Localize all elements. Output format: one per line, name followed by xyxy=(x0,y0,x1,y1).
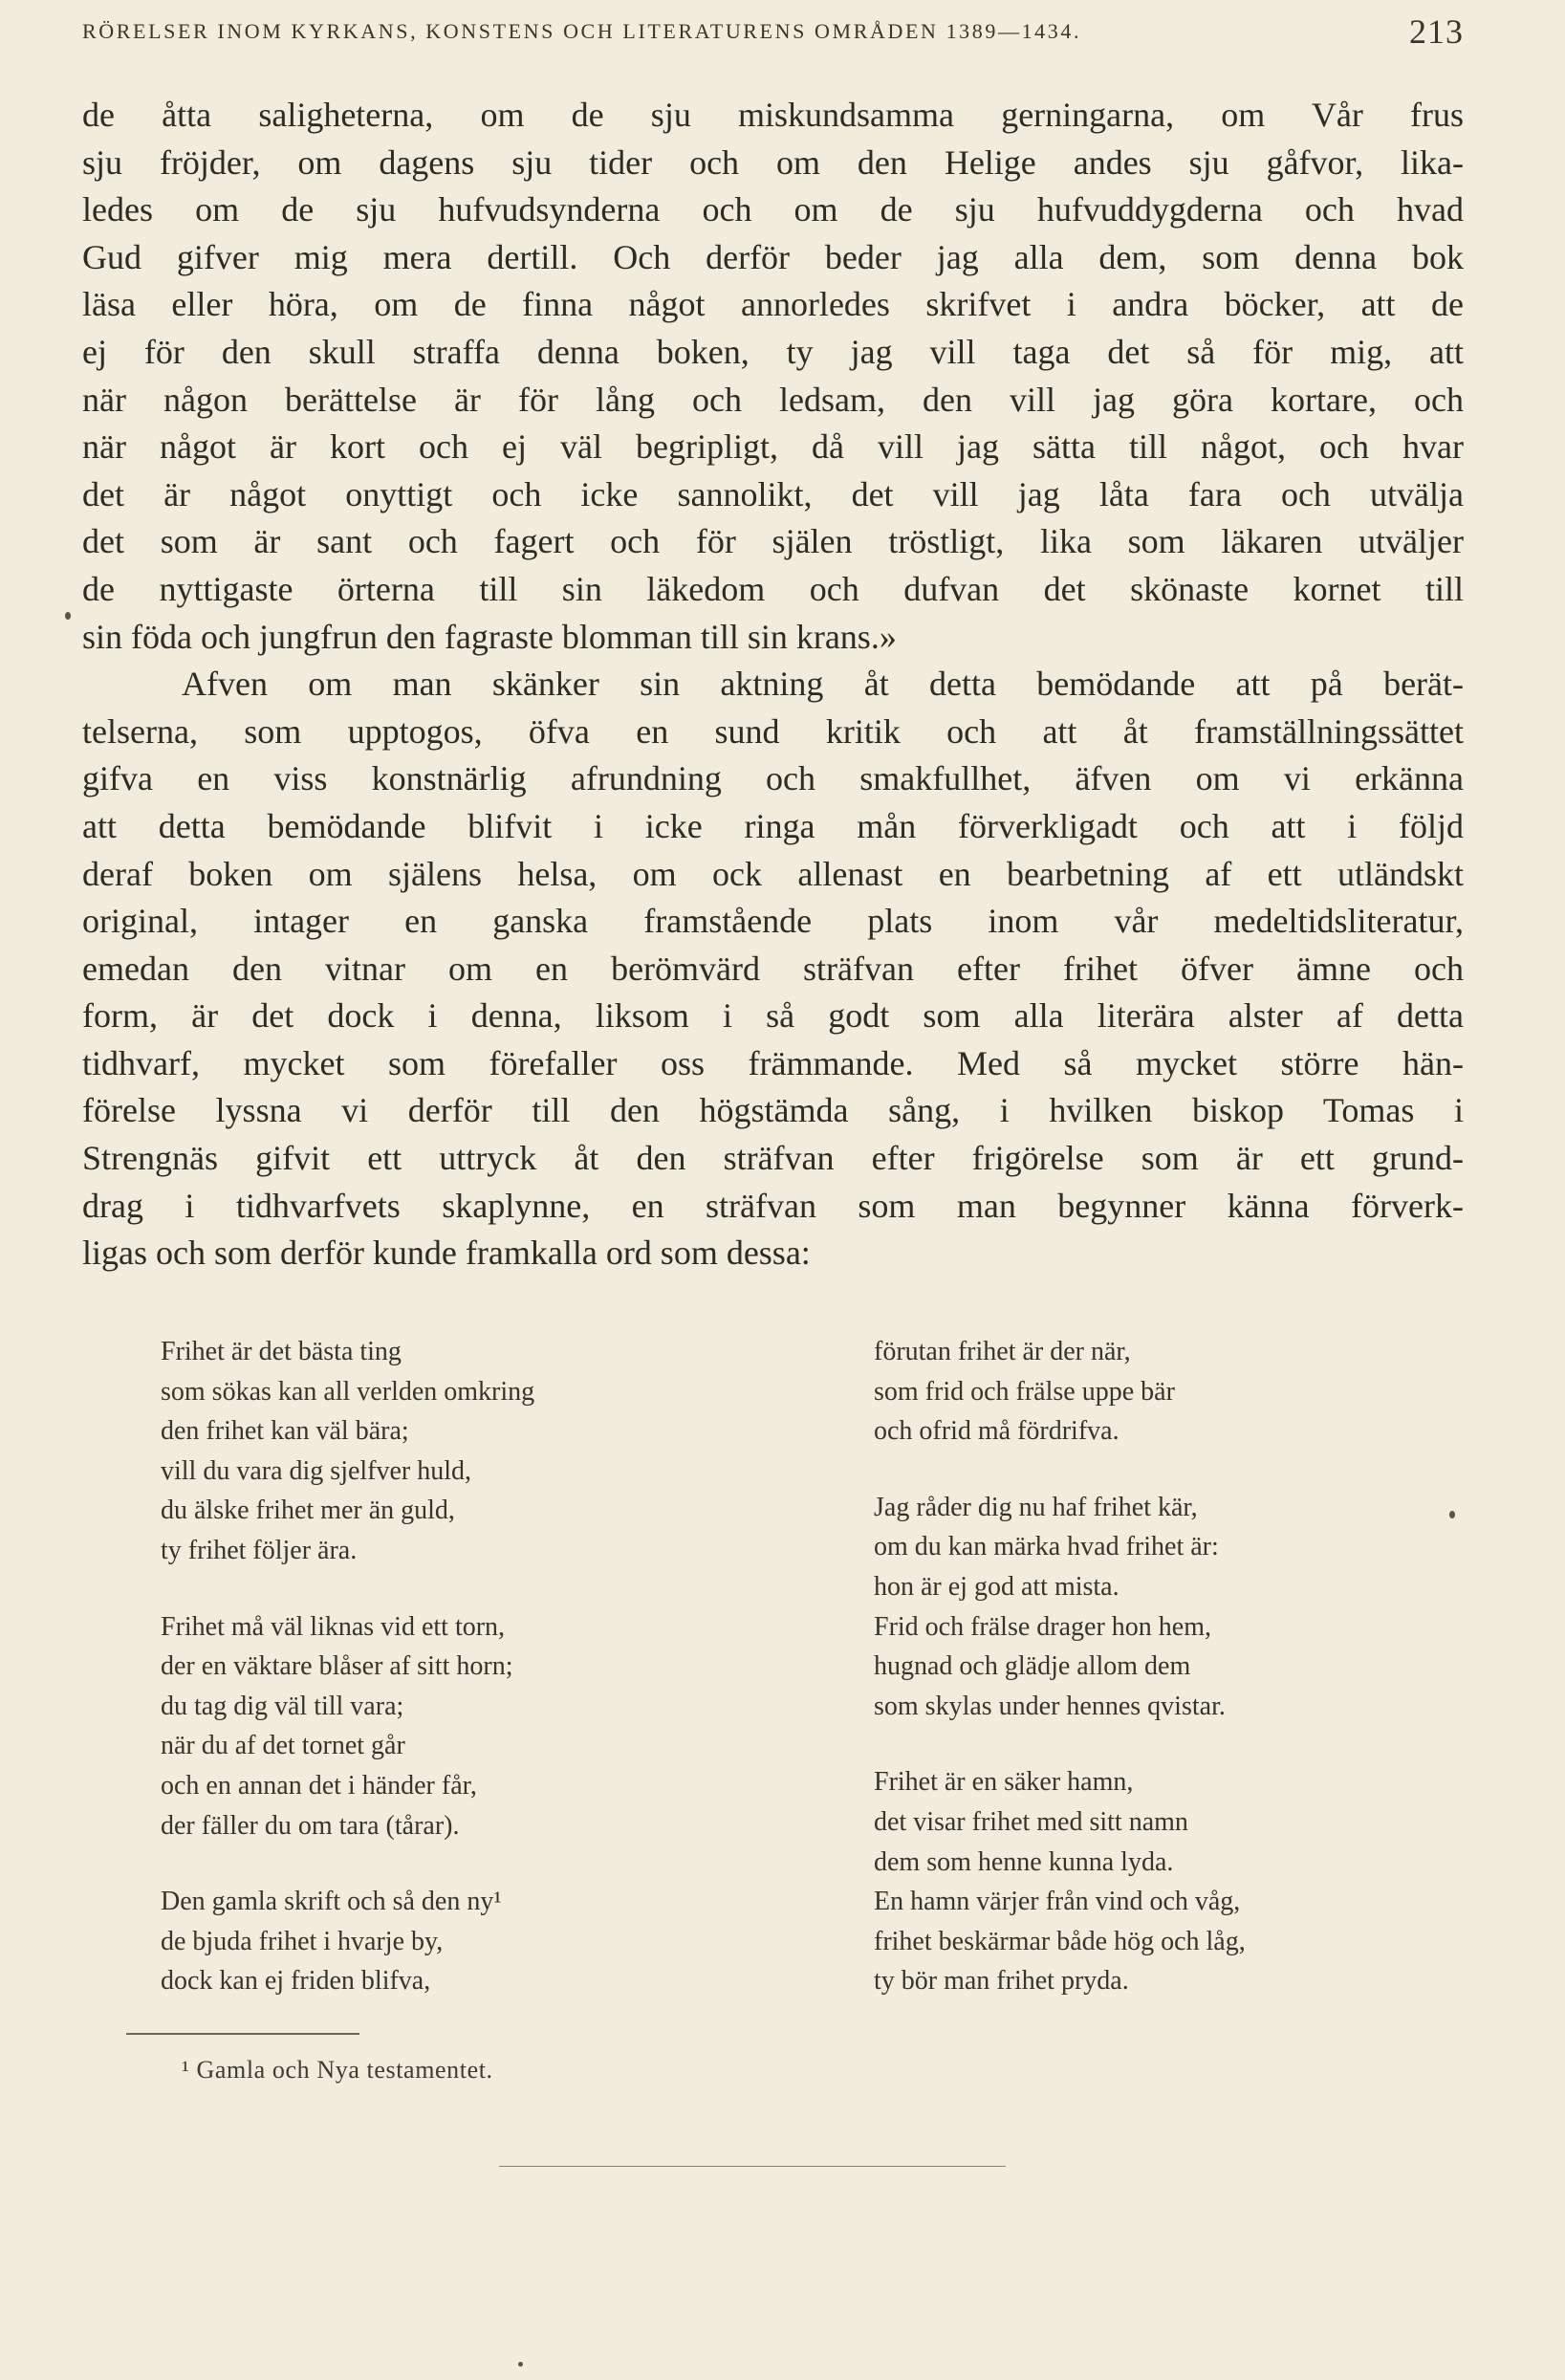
poem-column-right xyxy=(874,1332,1467,2001)
text-line: ej för den skull straffa denna boken, ty jag vill taga det så för mig, att xyxy=(82,332,1464,371)
text-line: förelse lyssna vi derför till den högstämda sång, i hvilken biskop Tomas i xyxy=(82,1091,1464,1130)
poem-verse: och ofrid må fördrifva. xyxy=(874,1416,1119,1447)
poem-verse: du älske frihet mer än guld, xyxy=(161,1496,455,1526)
poem-verse: Frihet må väl liknas vid ett torn, xyxy=(161,1611,506,1642)
footnote-divider xyxy=(126,2033,359,2035)
footnote: ¹ Gamla och Nya testamentet. xyxy=(182,2056,493,2084)
poem-verse: Den gamla skrift och så den ny¹ xyxy=(161,1887,502,1917)
poem-verse: dock kan ej friden blifva, xyxy=(161,1966,431,1997)
text-line: original, intager en ganska framstående plats inom vår medeltidsliteratur, xyxy=(82,902,1464,941)
poem-verse: Jag råder dig nu haf frihet kär, xyxy=(874,1492,1198,1522)
poem-stanza xyxy=(874,1332,1467,1452)
poem-verse: der fäller du om tara (tårar). xyxy=(161,1810,460,1841)
text-line: att detta bemödande blifvit i icke ringa mån förverkligadt och att i följd xyxy=(82,806,1464,845)
poem-verse: som sökas kan all verlden omkring xyxy=(161,1376,535,1407)
poem-verse: och en annan det i händer får, xyxy=(161,1770,477,1801)
poem-verse: frihet beskärmar både hög och låg, xyxy=(874,1926,1246,1956)
poem-verse: när du af det tornet går xyxy=(161,1731,405,1761)
body-text xyxy=(82,92,1464,1277)
text-line: form, är det dock i denna, liksom i så godt som alla literära alster af detta xyxy=(82,996,1464,1036)
poem-verse: dem som henne kunna lyda. xyxy=(874,1846,1174,1877)
text-line: när någon berättelse är för lång och ledsam, den vill jag göra kortare, och xyxy=(82,380,1464,419)
poem-verse: förutan frihet är der när, xyxy=(874,1337,1131,1366)
poem-verse: ty bör man frihet pryda. xyxy=(874,1966,1129,1997)
poem-stanza xyxy=(874,1488,1467,1727)
text-line: de åtta saligheterna, om de sju miskundsamma gerningarna, om Vår frus xyxy=(82,96,1464,134)
poem-verse: de bjuda frihet i hvarje by, xyxy=(161,1926,444,1956)
poem-verse: Frihet är en säker hamn, xyxy=(874,1767,1134,1798)
running-head xyxy=(82,13,1464,55)
poem-verse: som frid och frälse uppe bär xyxy=(874,1376,1175,1407)
text-line: deraf boken om själens helsa, om ock allenast en bearbetning af ett utländskt xyxy=(82,854,1464,893)
text-line-paragraph-start: Afven om man skänker sin aktning åt detta bemödande att på berät- xyxy=(182,665,1464,704)
text-line: gifva en viss konstnärlig afrundning och smakfullhet, äfven om vi erkänna xyxy=(82,759,1464,798)
poem-stanza xyxy=(161,1607,734,1846)
text-line: läsa eller höra, om de finna något annorledes skrifvet i andra böcker, att de xyxy=(82,285,1464,324)
text-line: när något är kort och ej väl begripligt, då vill jag sätta till något, och hvar xyxy=(82,427,1464,467)
book-page xyxy=(82,0,1464,2380)
poem-verse: Frid och frälse drager hon hem, xyxy=(874,1611,1211,1642)
poem-column-left xyxy=(161,1332,734,2001)
text-line: sju fröjder, om dagens sju tider och om den Helige andes sju gåfvor, lika- xyxy=(82,142,1464,182)
poem-verse: om du kan märka hvad frihet är: xyxy=(874,1532,1219,1562)
poem-verse: du tag dig väl till vara; xyxy=(161,1691,404,1721)
poem-stanza xyxy=(161,1332,734,1571)
poem-verse: der en väktare blåser af sitt horn; xyxy=(161,1651,513,1682)
text-line: ledes om de sju hufvudsynderna och om de sju hufvuddygderna och hvad xyxy=(82,190,1464,229)
poem-verse: En hamn värjer från vind och våg, xyxy=(874,1887,1241,1917)
bottom-divider xyxy=(499,2166,1006,2167)
print-speck xyxy=(518,2362,523,2367)
poem-verse: vill du vara dig sjelfver huld, xyxy=(161,1455,472,1486)
text-line: drag i tidhvarfvets skaplynne, en sträfvan som man begynner känna förverk- xyxy=(82,1186,1464,1225)
poem-stanza xyxy=(161,1882,734,2001)
poem-verse: hugnad och glädje allom dem xyxy=(874,1651,1191,1682)
poem-verse: som skylas under hennes qvistar. xyxy=(874,1691,1226,1721)
text-line: ligas och som derför kunde framkalla ord som dessa: xyxy=(82,1234,811,1273)
poem-verse: det visar frihet med sitt namn xyxy=(874,1806,1188,1837)
running-title: RÖRELSER INOM KYRKANS, KONSTENS OCH LITERATURENS OMRÅDEN 1389—1434. xyxy=(82,19,1082,43)
text-line: det som är sant och fagert och för själen tröstligt, lika som läkaren utväljer xyxy=(82,522,1464,561)
poem-verse: den frihet kan väl bära; xyxy=(161,1416,409,1447)
page-number: 213 xyxy=(1409,12,1464,51)
text-line: tidhvarf, mycket som förefaller oss främmande. Med så mycket större hän- xyxy=(82,1043,1464,1082)
poem-verse: Frihet är det bästa ting xyxy=(161,1337,402,1366)
text-line: de nyttigaste örterna till sin läkedom och dufvan det skönaste kornet till xyxy=(82,569,1464,608)
text-line: sin föda och jungfrun den fagraste blomman till sin krans.» xyxy=(82,617,897,656)
text-line: det är något onyttigt och icke sannolikt, det vill jag låta fara och utvälja xyxy=(82,474,1464,513)
poem-verse: ty frihet följer ära. xyxy=(161,1535,358,1565)
print-speck xyxy=(65,612,71,620)
poem-verse: hon är ej god att mista. xyxy=(874,1571,1119,1602)
print-speck xyxy=(1449,1511,1455,1518)
text-line: Strengnäs gifvit ett uttryck åt den sträfvan efter frigörelse som är ett grund- xyxy=(82,1139,1464,1178)
poem-stanza xyxy=(874,1762,1467,2001)
text-line: Gud gifver mig mera dertill. Och derför beder jag alla dem, som denna bok xyxy=(82,237,1464,276)
text-line: emedan den vitnar om en berömvärd sträfvan efter frihet öfver ämne och xyxy=(82,949,1464,988)
text-line: telserna, som upptogos, öfva en sund kritik och att åt framställningssättet xyxy=(82,711,1464,751)
